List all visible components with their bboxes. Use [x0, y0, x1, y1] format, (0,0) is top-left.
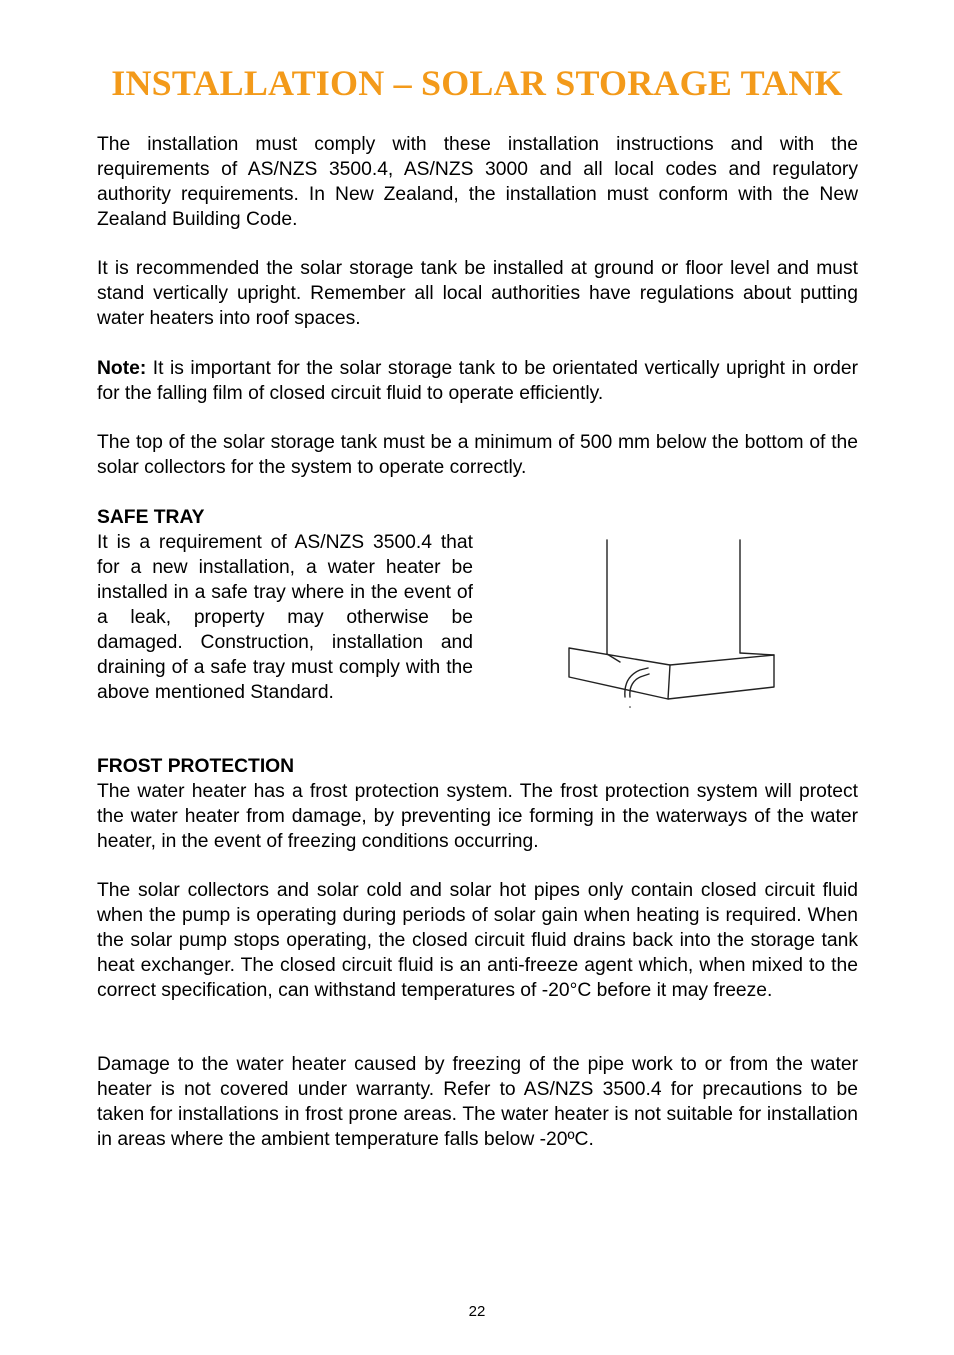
frost-paragraph-3: Damage to the water heater caused by freezing of the pipe work to or from the water heater is not covered under warranty. Refer to AS/NZS 3500.4 for precautions to be taken for installations in frost prone areas. The water heater is not suitable for installation in areas where the ambient temperature falls below -20ºC. — [97, 1054, 858, 1150]
note-label: Note: — [97, 358, 147, 379]
safe-tray-paragraph: It is a requirement of AS/NZS 3500.4 that for a new installation, a water heater be installed in a safe tray where in the event of a leak, property may otherwise be damaged. Construction, installation and draining of a safe tray must comply with the above mentioned Standard. — [97, 532, 473, 703]
intro-paragraph-2: It is recommended the solar storage tank be installed at ground or floor level and must stand vertically upright. Remember all local authorities have regulations about putting water heaters into roof spaces. — [97, 258, 858, 329]
intro-paragraph-1: The installation must comply with these installation instructions and with the requirements of AS/NZS 3500.4, AS/NZS 3000 and all local codes and regulatory authority requirements. In New Zealand, the installation must conform with the New Zealand Building Code. — [97, 134, 858, 230]
frost-paragraph-1: The water heater has a frost protection system. The frost protection system will protect the water heater from damage, by preventing ice forming in the waterways of the water heater, in the event of freezing conditions occurring. — [97, 781, 858, 852]
drain-drip — [629, 706, 631, 708]
note-paragraph — [97, 356, 858, 406]
safe-tray-heading: SAFE TRAY — [97, 507, 205, 528]
safe-tray-diagram — [560, 535, 780, 710]
frost-paragraph-2: The solar collectors and solar cold and solar hot pipes only contain closed circuit fluid when the pump is operating during periods of solar gain when heating is required. When the solar pump stops operating, the closed circuit fluid drains back into the storage tank heat exchanger. The closed circuit fluid is an anti-freeze agent which, when mixed to the correct specification, can withstand temperatures of -20°C before it may freeze. — [97, 880, 858, 1001]
note-text: It is important for the solar storage tank to be orientated vertically upright in order for the falling film of closed circuit fluid to operate efficiently. — [97, 358, 858, 404]
frost-protection-heading: FROST PROTECTION — [97, 756, 295, 777]
tray-body — [569, 648, 774, 699]
page-number: 22 — [468, 1303, 486, 1320]
top-clearance-paragraph: The top of the solar storage tank must be a minimum of 500 mm below the bottom of the solar collectors for the system to operate correctly. — [97, 432, 858, 478]
page-title: INSTALLATION – SOLAR STORAGE TANK — [111, 63, 843, 103]
